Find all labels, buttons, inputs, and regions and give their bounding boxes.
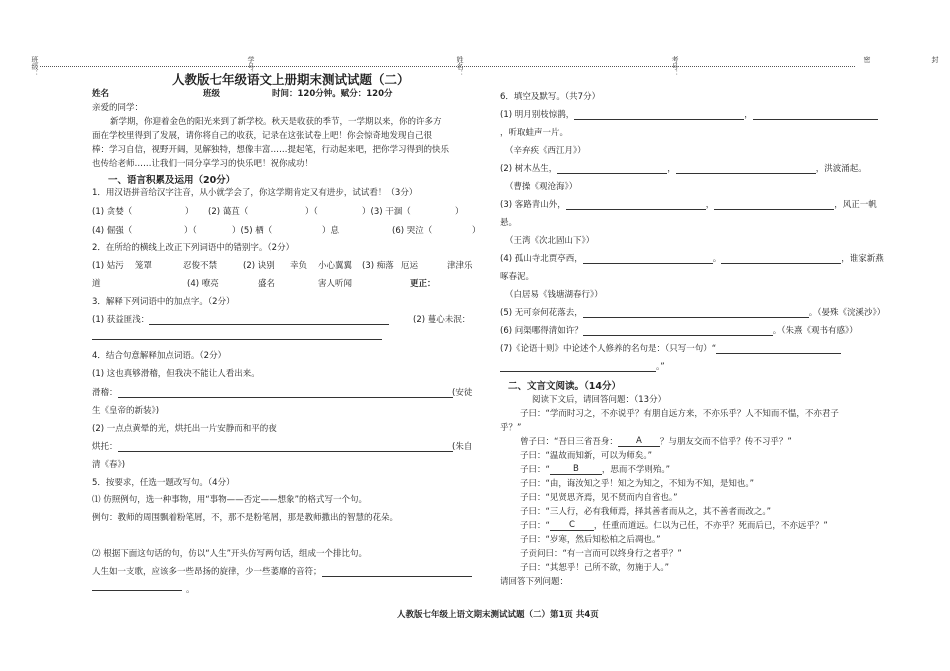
- q6-source-3: （王湾《次北固山下》）: [505, 236, 595, 246]
- q6-item-2-end: ，洪波涌起。: [815, 164, 867, 174]
- q6-blank-4b[interactable]: [721, 254, 841, 264]
- section-1-heading: 一、语言积累及运用（20分）: [108, 175, 236, 186]
- passage-text: ？与朋友交而不信乎？传不习乎？”: [659, 437, 792, 447]
- passage-line: 子曰：“其恕乎！己所不欲，勿施于人。”: [520, 563, 670, 573]
- q4-word-2: 烘托：: [92, 442, 118, 452]
- q1-item-4b: ）（: [184, 226, 197, 236]
- q1-item-5a: ）(5) 栖（: [232, 226, 273, 236]
- binding-seal-a: 密: [863, 56, 871, 63]
- q5-answer-line-1[interactable]: [322, 567, 472, 577]
- q4-source-2b: 清《春》): [92, 460, 126, 470]
- q1-item-6a: (6) 哭泣（: [392, 226, 433, 236]
- section-2-intro: 阅读下文后，请回答问题：（13分）: [532, 395, 667, 405]
- q1-item-4a: (4) 倔强（: [92, 226, 133, 236]
- q4-answer-2: [92, 440, 453, 452]
- q6-blank-1a[interactable]: [574, 110, 744, 120]
- q2-word: 笼罩: [135, 261, 153, 271]
- q4-source-2a: (朱自: [452, 442, 473, 452]
- q2-word: 幸负: [290, 261, 308, 271]
- q2-word: 小心翼翼: [318, 261, 353, 271]
- passage-line: 子贡问曰：“有一言而可以终身行之者乎？”: [520, 549, 682, 559]
- q2-correction-label: 更正：: [410, 279, 436, 289]
- q6-blank-2b[interactable]: [676, 164, 816, 174]
- intro-line-4: 也传给老师……让我们一同分享学习的快乐吧！祝你成功！: [92, 159, 314, 169]
- q1-item-6b: ）: [472, 226, 481, 236]
- q6-blank-7b[interactable]: [500, 362, 656, 372]
- q1-item-2a: (2) 蔼苴（: [208, 207, 249, 217]
- passage-line: 子曰：“由，诲汝知之乎！知之为知之，不知为不知，是知也。”: [520, 479, 755, 489]
- q6-blank-3b[interactable]: [714, 200, 834, 210]
- binding-exam-no-label: 考号：: [671, 56, 679, 77]
- q6-blank-7a[interactable]: [716, 344, 841, 354]
- q6-item-7-close: 。”: [656, 362, 665, 372]
- q4-prompt: 4．结合句意解释加点词语。（2分）: [92, 351, 227, 361]
- questions-prompt: 请回答下列问题：: [500, 577, 569, 587]
- q6-prompt: 6．填空及默写。（共7分）: [500, 92, 601, 102]
- q1-item-3a: ）(3) 干涸（: [362, 207, 411, 217]
- q3-answer-line-1[interactable]: [149, 315, 389, 325]
- q6-item-3-label: (3) 客路青山外，: [500, 200, 566, 210]
- q2-word: 厄运: [401, 261, 419, 271]
- blank-a[interactable]: A: [618, 436, 660, 447]
- q1-item-1b: ）: [185, 207, 194, 217]
- q6-item-4-mid: 。: [712, 254, 722, 264]
- page-footer: 人教版七年级上语文期末测试试题（二）第1页 共4页: [397, 610, 599, 620]
- q1-item-5b: ）息: [322, 226, 340, 236]
- section-2-heading: 二、文言文阅读。（14分）: [508, 381, 621, 392]
- q5-end-mark: 。: [186, 585, 195, 595]
- passage-text: ，任重而道远。仁以为己任，不亦乎？死而后已，不亦远乎？”: [593, 521, 828, 531]
- q1-item-2b: ）（: [305, 207, 318, 217]
- passage-line: 子曰：“三人行，必有我师焉，择其善者而从之，其不善者而改之。”: [520, 507, 772, 517]
- q6-item-1: (1) 明月别枝惊鹊， ，: [500, 108, 878, 120]
- q2-word: 忍俊不禁: [183, 261, 218, 271]
- q5-option-1: ⑴ 仿照例句，选一种事物，用“事物——否定——想象”的格式写一个句。: [92, 495, 368, 505]
- q3-item-1: [92, 313, 389, 325]
- q2-word: 道: [92, 279, 101, 289]
- passage-text: 子曰：“: [520, 465, 550, 475]
- binding-name-label: 姓名：: [456, 56, 464, 77]
- q4-answer-line-1[interactable]: [118, 388, 453, 398]
- binding-dotted-line: [40, 66, 855, 67]
- q2-word: (2) 诀别: [243, 261, 275, 271]
- q2-word: 津津乐: [447, 261, 473, 271]
- q2-word: (1) 姑污: [92, 261, 124, 271]
- q6-blank-3a[interactable]: [566, 200, 706, 210]
- q6-source-6: 。（朱熹《观书有感》）: [772, 326, 858, 336]
- q4-sentence-1: (1) 这也真够滑稽，但我决不能让人看出来。: [92, 369, 260, 379]
- q6-item-6: [500, 324, 858, 336]
- q6-blank-1b[interactable]: [753, 110, 878, 120]
- class-label: 班级: [203, 89, 221, 99]
- passage-text: ，思而不学则殆。”: [601, 465, 671, 475]
- greeting: 亲爱的同学：: [92, 103, 144, 113]
- q4-source-1b: 生《皇帝的新装》): [92, 406, 160, 416]
- q5-option-2: ⑵ 根据下面这句话的句，仿以“人生”开头仿写两句话，组成一个排比句。: [92, 549, 368, 559]
- q2-word: 盛名: [258, 279, 276, 289]
- q6-item-4-end: ，谁家新燕: [841, 254, 884, 264]
- q3-item-1-label: (1) 获益匪浅：: [92, 315, 150, 325]
- passage-text: 子曰：“: [520, 521, 550, 531]
- q6-item-1b: ，听取蛙声一片。: [500, 128, 569, 138]
- binding-seal-b: 封: [931, 56, 939, 63]
- q6-source-1: （辛弃疾《西江月》）: [505, 146, 586, 156]
- q3-answer-line-2[interactable]: [92, 330, 382, 340]
- q4-word-1: 滑稽：: [92, 388, 118, 398]
- q6-item-7-label: (7)《论语十则》中论述个人修养的名句是：（只写一句）“: [500, 344, 717, 354]
- blank-b[interactable]: B: [550, 464, 602, 475]
- q6-item-3: (3) 客路青山外， ， ，风正一帆: [500, 200, 877, 210]
- passage-line-a: [520, 435, 792, 447]
- passage-line: 乎？”: [500, 423, 522, 433]
- binding-class-label: 班级：: [31, 56, 39, 77]
- q1-prompt: 1．用汉语拼音给汉字注音，从小就学会了，你这学期肯定又有进步，试试看！（3分）: [92, 188, 418, 198]
- passage-line-b: [520, 463, 670, 475]
- q1-item-3b: ）: [455, 207, 464, 217]
- q5-prompt: 5．按要求，任选一题改写句。（4分）: [92, 478, 235, 488]
- q6-blank-5[interactable]: [583, 308, 809, 318]
- passage-text: 曾子曰：“吾日三省吾身：: [520, 437, 618, 447]
- passage-line: 子曰：“学而时习之，不亦说乎？有朋自远方来，不亦乐乎？人不知而不愠，不亦君子: [520, 409, 839, 419]
- q3-prompt: 3．解释下列词语中的加点字。（2分）: [92, 297, 235, 307]
- q2-word: 害人听闻: [318, 279, 353, 289]
- passage-line: 子曰：“见贤思齐焉，见不贤而内自省也。”: [520, 493, 678, 503]
- q6-item-4b: 啄春泥。: [500, 272, 535, 282]
- time-score: 时间：120分钟。赋分：120分: [272, 89, 393, 99]
- intro-line-3: 棒：学习自信，视野开阔，见解独特，想像丰富……提起笔，行动起来吧，把你学习得到的快乐: [92, 145, 450, 155]
- q6-item-5-label: (5) 无可奈何花落去，: [500, 308, 583, 318]
- q4-answer-1: [92, 386, 453, 398]
- q3-item-2: (2) 蔓心未泯：: [413, 315, 471, 325]
- name-label: 姓名: [92, 89, 110, 99]
- q6-item-6-label: (6) 问渠哪得清如许？: [500, 326, 583, 336]
- q2-word: (3) 痴落: [362, 261, 394, 271]
- passage-line-c: [520, 519, 828, 531]
- q5-text: [92, 565, 472, 577]
- q2-word: (4) 嘹亮: [187, 279, 219, 289]
- q4-source-1a: (安徒: [452, 388, 473, 398]
- q6-item-5: [500, 306, 885, 318]
- blank-c[interactable]: C: [550, 520, 594, 531]
- q6-blank-6[interactable]: [583, 326, 773, 336]
- q4-sentence-2: (2) 一点点黄晕的光，烘托出一片安静而和平的夜: [92, 424, 277, 434]
- passage-line: 子曰：“岁寒，然后知松柏之后凋也。”: [520, 535, 661, 545]
- q5-example: 例句：教师的周围飘着粉笔屑，不，那不是粉笔屑，那是教师撒出的智慧的花朵。: [92, 513, 399, 523]
- q6-source-4: （白居易《钱塘湖春行》）: [505, 290, 603, 300]
- q6-item-2-label: (2) 树木丛生，: [500, 164, 558, 174]
- q2-prompt: 2．在所给的横线上改正下列词语中的错别字。（2分）: [92, 243, 295, 253]
- q6-blank-4a[interactable]: [583, 254, 713, 264]
- passage-line: 子曰：“温故而知新，可以为师矣。”: [520, 451, 653, 461]
- binding-number-label: 学号：: [247, 56, 255, 77]
- intro-line-2: 面在学校里得到了发展，请你将自己的收获，记录在这张试卷上吧！你会惊奇地发现自己很: [92, 131, 433, 141]
- q6-item-7-end: [500, 360, 665, 372]
- q1-item-1a: (1) 贪婪（: [92, 207, 133, 217]
- q6-item-3b: 悬。: [500, 218, 518, 228]
- q5-answer-line-2[interactable]: [92, 581, 182, 591]
- q4-answer-line-2[interactable]: [118, 442, 453, 452]
- q6-source-2: （曹操《观沧海》）: [505, 182, 578, 192]
- intro-line-1: 新学期，你迎着金色的阳光来到了新学校。秋天是收获的季节，一学期以来，你的许多方: [110, 117, 442, 127]
- q6-item-3-end: ，风正一帆: [834, 200, 877, 210]
- page-title: 人教版七年级语文上册期末测试试题（二）: [172, 72, 410, 87]
- q6-item-4: [500, 252, 884, 264]
- q6-item-7: [500, 342, 841, 354]
- q6-source-5: 。（晏殊《浣溪沙》）: [808, 308, 886, 318]
- q5-text-label: 人生如一支歌，应该多一些昂扬的旋律，少一些萎靡的音符；: [92, 567, 322, 577]
- q6-item-2: (2) 树木丛生， ， ，洪波涌起。: [500, 164, 867, 174]
- q6-blank-2a[interactable]: [557, 164, 667, 174]
- q6-item-4-label: (4) 孤山寺北贾亭西，: [500, 254, 583, 264]
- q6-item-1-label: (1) 明月别枝惊鹊，: [500, 110, 575, 120]
